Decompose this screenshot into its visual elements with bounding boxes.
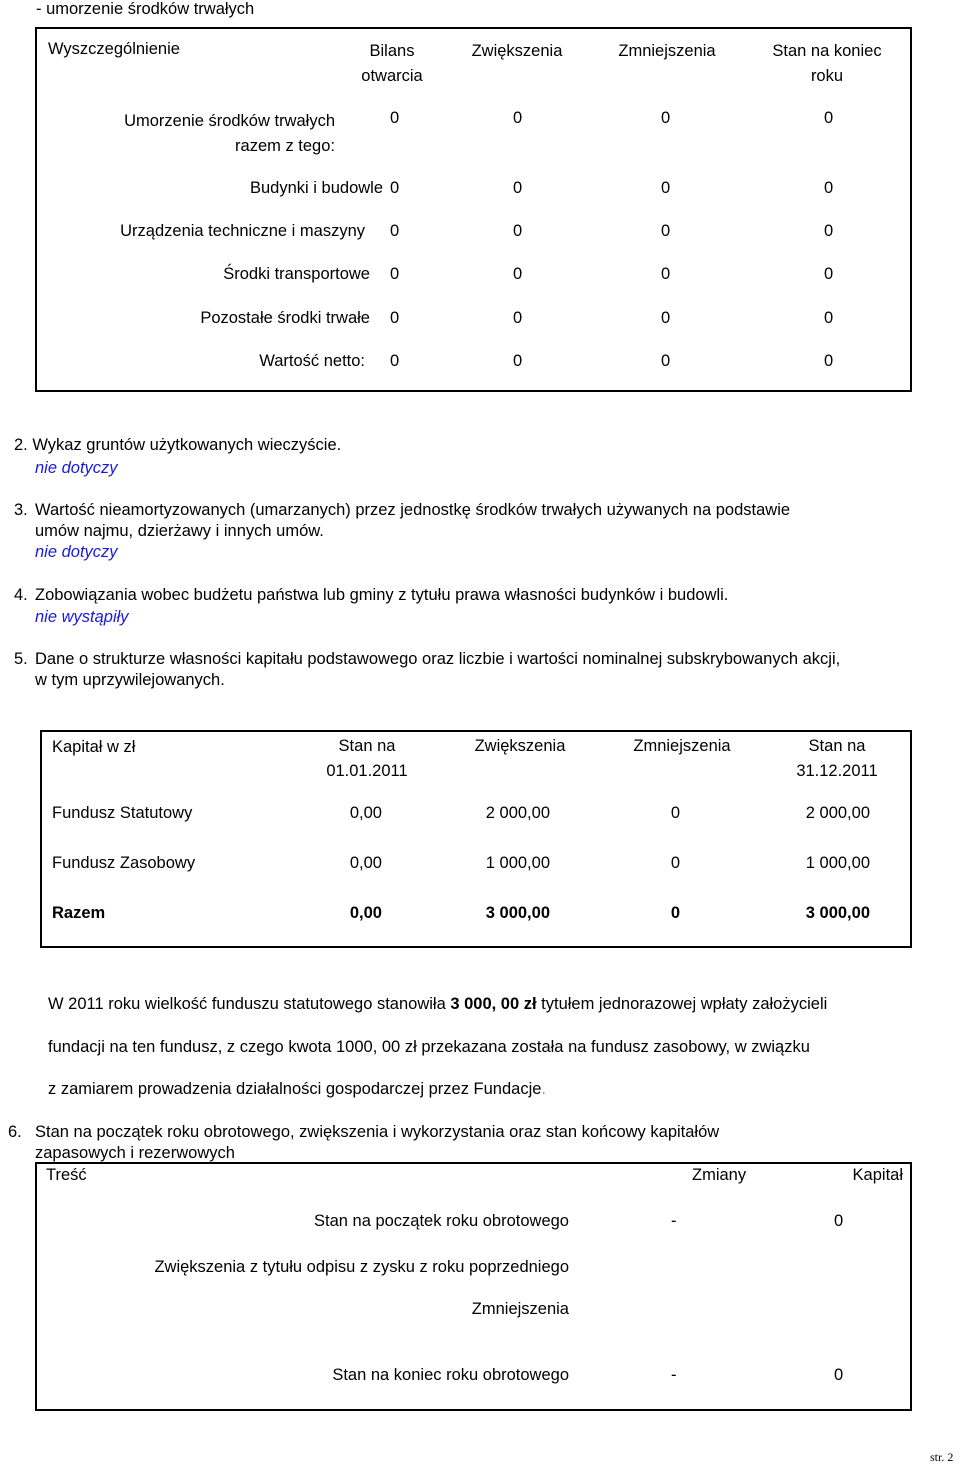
table-cell: 0 bbox=[513, 309, 523, 327]
item-5-line2: w tym uprzywilejowanych. bbox=[35, 671, 225, 689]
table-cell: 0,00 bbox=[349, 904, 382, 922]
table-cell: 0 bbox=[390, 309, 400, 327]
table-row-label: Zwiększenia z tytułu odpisu z zysku z roku poprzedniego bbox=[154, 1258, 569, 1276]
item-5-line1: Dane o strukturze własności kapitału podstawowego oraz liczbie i wartości nominalnej subskrybowanych akcji, bbox=[35, 650, 841, 668]
table-cell: 0 bbox=[824, 222, 834, 240]
table-cell: 0 bbox=[661, 309, 671, 327]
table-cell: 0 bbox=[661, 265, 671, 283]
table-cell: 0 bbox=[513, 109, 523, 127]
table-cell: 0 bbox=[661, 222, 671, 240]
table-cell: 0 bbox=[670, 854, 680, 872]
table-row-label: Stan na koniec roku obrotowego bbox=[332, 1366, 569, 1384]
table-cell: 1 000,00 bbox=[805, 854, 870, 872]
depr-header-col5: Stan na koniec roku bbox=[772, 42, 882, 85]
table-cell: 1 000,00 bbox=[485, 854, 550, 872]
table-cell: 0 bbox=[824, 179, 834, 197]
reserve-header-col3: Kapitał bbox=[852, 1166, 903, 1184]
cap-header-col5: Stan na 31.12.2011 bbox=[796, 737, 878, 780]
table-cell: 0 bbox=[824, 352, 834, 370]
depreciation-table bbox=[35, 27, 912, 392]
table-row-label: Razem bbox=[52, 904, 106, 922]
table-cell: 0 bbox=[670, 804, 680, 822]
table-cell: 0 bbox=[824, 109, 834, 127]
table-cell: 0 bbox=[824, 309, 834, 327]
table-cell: 0,00 bbox=[349, 854, 382, 872]
item-2-status: nie dotyczy bbox=[35, 459, 118, 477]
table-row-label: Fundusz Zasobowy bbox=[52, 854, 196, 872]
table-cell: 0 bbox=[513, 179, 523, 197]
item-4-number: 4. bbox=[14, 586, 28, 604]
table-row-label: Fundusz Statutowy bbox=[52, 804, 193, 822]
table-cell: 0 bbox=[661, 179, 671, 197]
table-cell: 0 bbox=[390, 222, 400, 240]
table-cell: 0 bbox=[834, 1366, 844, 1384]
table-cell: 0 bbox=[390, 109, 400, 127]
table-cell: 0 bbox=[513, 265, 523, 283]
table-cell: 0 bbox=[390, 265, 400, 283]
table-cell: 3 000,00 bbox=[485, 904, 550, 922]
item-4-text: Zobowiązania wobec budżetu państwa lub gminy z tytułu prawa własności budynków i budowli. bbox=[35, 586, 729, 604]
table-cell: 0,00 bbox=[349, 804, 382, 822]
item-4-status: nie wystąpiły bbox=[35, 608, 129, 626]
cap-header-col2: Stan na 01.01.2011 bbox=[326, 737, 408, 780]
table-row-label: Urządzenia techniczne i maszyny bbox=[120, 222, 365, 240]
item-3-status: nie dotyczy bbox=[35, 543, 118, 561]
cap-header-col1: Kapitał w zł bbox=[52, 738, 136, 756]
reserve-table bbox=[35, 1162, 912, 1411]
table-cell: 0 bbox=[670, 904, 680, 922]
depr-header-col2: Bilans otwarcia bbox=[361, 42, 423, 85]
item-3-number: 3. bbox=[14, 501, 28, 519]
table-row-label: Budynki i budowle bbox=[250, 179, 383, 197]
table-row-label: Zmniejszenia bbox=[471, 1300, 569, 1318]
table-row-label: Wartość netto: bbox=[259, 352, 365, 370]
section-heading: - umorzenie środków trwałych bbox=[36, 0, 255, 18]
depr-header-col3: Zwiększenia bbox=[471, 42, 563, 60]
table-cell: 0 bbox=[661, 109, 671, 127]
table-cell: 0 bbox=[513, 352, 523, 370]
depr-header-col4: Zmniejszenia bbox=[618, 42, 716, 60]
table-cell: 0 bbox=[824, 265, 834, 283]
table-cell: 0 bbox=[834, 1212, 844, 1230]
capital-table bbox=[40, 730, 912, 948]
table-row-label: Pozostałe środki trwałe bbox=[200, 309, 370, 327]
table-cell: - bbox=[671, 1212, 677, 1230]
page-number: str. 2 bbox=[930, 1450, 954, 1464]
item-6-number: 6. bbox=[8, 1123, 22, 1141]
table-cell: 3 000,00 bbox=[805, 904, 870, 922]
table-row-label: Środki transportowe bbox=[223, 265, 370, 283]
table-cell: 0 bbox=[661, 352, 671, 370]
table-row-label: Umorzenie środków trwałych razem z tego: bbox=[124, 112, 335, 155]
depr-header-col1: Wyszczególnienie bbox=[48, 40, 180, 58]
item-3-line2: umów najmu, dzierżawy i innych umów. bbox=[35, 522, 324, 540]
paragraph-line2: fundacji na ten fundusz, z czego kwota 1000, 00 zł przekazana została na fundusz zasobowy, w związku bbox=[48, 1038, 810, 1056]
paragraph-line3: z zamiarem prowadzenia działalności gospodarczej przez Fundacje. bbox=[48, 1080, 547, 1098]
table-cell: 2 000,00 bbox=[485, 804, 550, 822]
table-cell: 0 bbox=[390, 352, 400, 370]
item-5-number: 5. bbox=[14, 650, 28, 668]
cap-header-col4: Zmniejszenia bbox=[633, 737, 731, 755]
item-2: 2. Wykaz gruntów użytkowanych wieczyście. bbox=[14, 436, 342, 454]
table-row-label: Stan na początek roku obrotowego bbox=[313, 1212, 569, 1230]
table-cell: 0 bbox=[390, 179, 400, 197]
item-6-line2: zapasowych i rezerwowych bbox=[35, 1144, 235, 1162]
table-cell: 0 bbox=[513, 222, 523, 240]
table-cell: - bbox=[671, 1366, 677, 1384]
item-6-line1: Stan na początek roku obrotowego, zwiększenia i wykorzystania oraz stan końcowy kapitałów bbox=[35, 1123, 720, 1141]
item-3-line1: Wartość nieamortyzowanych (umarzanych) przez jednostkę środków trwałych używanych na podstawie bbox=[35, 501, 791, 519]
reserve-header-col2: Zmiany bbox=[692, 1166, 747, 1184]
paragraph-line1: W 2011 roku wielkość funduszu statutowego stanowiła 3 000, 00 zł tytułem jednorazowej wpłaty założycieli bbox=[48, 995, 828, 1013]
cap-header-col3: Zwiększenia bbox=[474, 737, 566, 755]
table-cell: 2 000,00 bbox=[805, 804, 870, 822]
reserve-header-col1: Treść bbox=[46, 1166, 87, 1184]
